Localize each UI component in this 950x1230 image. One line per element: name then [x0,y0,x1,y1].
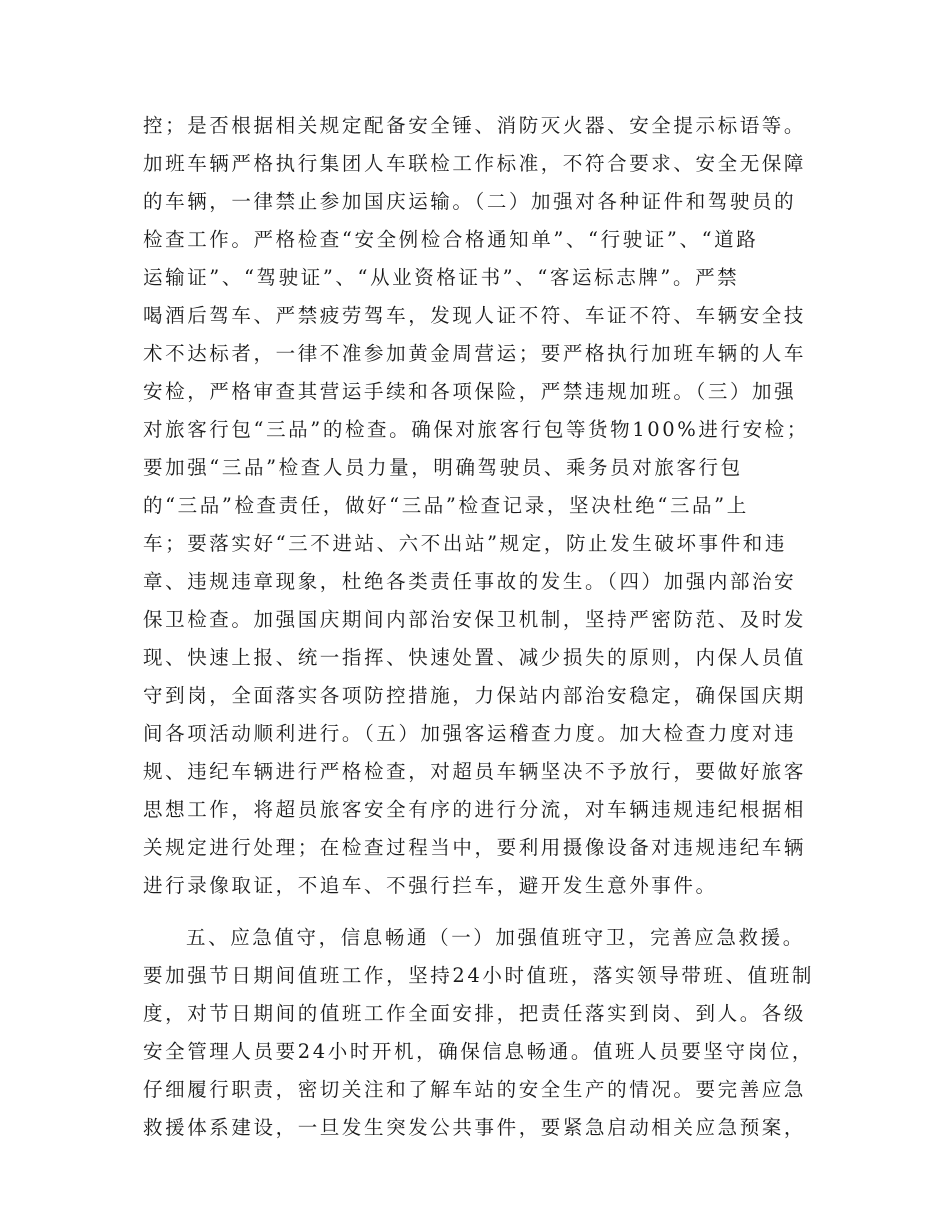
text-line-3: 的车辆，一律禁止参加国庆运输。（二）加强对各种证件和驾驶员的 [143,190,797,213]
text-line-12: 车；要落实好“三不进站、六不出站”规定，防止发生破坏事件和违 [143,532,787,555]
text-line-7: 术不达标者，一律不准参加黄金周营运；要严格执行加班车辆的人车 [143,342,807,365]
section-heading-line: 五、应急值守，信息畅通（一）加强值班守卫，完善应急救援。 [186,926,805,949]
text-line-8: 安检，严格审查其营运手续和各项保险，严禁违规加班。（三）加强 [143,380,797,403]
text-line-6: 喝酒后驾车、严禁疲劳驾车，发现人证不符、车证不符、车辆安全技 [143,304,807,327]
text-line-9: 对旅客行包“三品”的检查。确保对旅客行包等货物100%进行安检； [143,418,809,441]
text-line-27: 救援体系建设，一旦发生突发公共事件，要紧急启动相关应急预案， [143,1116,807,1139]
text-line-18: 规、违纪车辆进行严格检查，对超员车辆坚决不予放行，要做好旅客 [143,760,807,783]
text-line-19: 思想工作，将超员旅客安全有序的进行分流，对车辆违规违纪根据相 [143,798,807,821]
text-line-16: 守到岗，全面落实各项防控措施，力保站内部治安稳定，确保国庆期 [143,684,807,707]
text-line-14: 保卫检查。加强国庆期间内部治安保卫机制，坚持严密防范、及时发 [143,608,807,631]
text-line-1: 控；是否根据相关规定配备安全锤、消防灭火器、安全提示标语等。 [143,114,807,137]
text-line-13: 章、违规违章现象，杜绝各类责任事故的发生。（四）加强内部治安 [143,570,797,593]
text-line-21: 进行录像取证，不追车、不强行拦车，避开发生意外事件。 [143,874,718,897]
text-line-25: 安全管理人员要24小时开机，确保信息畅通。值班人员要坚守岗位， [143,1040,814,1063]
text-line-11: 的“三品”检查责任，做好“三品”检查记录，坚决杜绝“三品”上 [143,494,749,517]
text-line-24: 度，对节日期间的值班工作全面安排，把责任落实到岗、到人。各级 [143,1002,807,1025]
text-line-2: 加班车辆严格执行集团人车联检工作标准，不符合要求、安全无保障 [143,152,807,175]
text-line-17: 间各项活动顺利进行。（五）加强客运稽查力度。加大检查力度对违 [143,722,797,745]
text-line-4: 检查工作。严格检查“安全例检合格通知单”、“行驶证”、“道路 [143,228,759,251]
text-line-23: 要加强节日期间值班工作，坚持24小时值班，落实领导带班、值班制 [143,964,814,987]
text-line-10: 要加强“三品”检查人员力量，明确驾驶员、乘务员对旅客行包 [143,456,743,479]
text-line-5: 运输证”、“驾驶证”、“从业资格证书”、“客运标志牌”。严禁 [143,266,740,289]
text-line-26: 仔细履行职责，密切关注和了解车站的安全生产的情况。要完善应急 [143,1078,807,1101]
text-line-15: 现、快速上报、统一指挥、快速处置、减少损失的原则，内保人员值 [143,646,807,669]
text-line-20: 关规定进行处理；在检查过程当中，要利用摄像设备对违规违纪车辆 [143,836,807,859]
